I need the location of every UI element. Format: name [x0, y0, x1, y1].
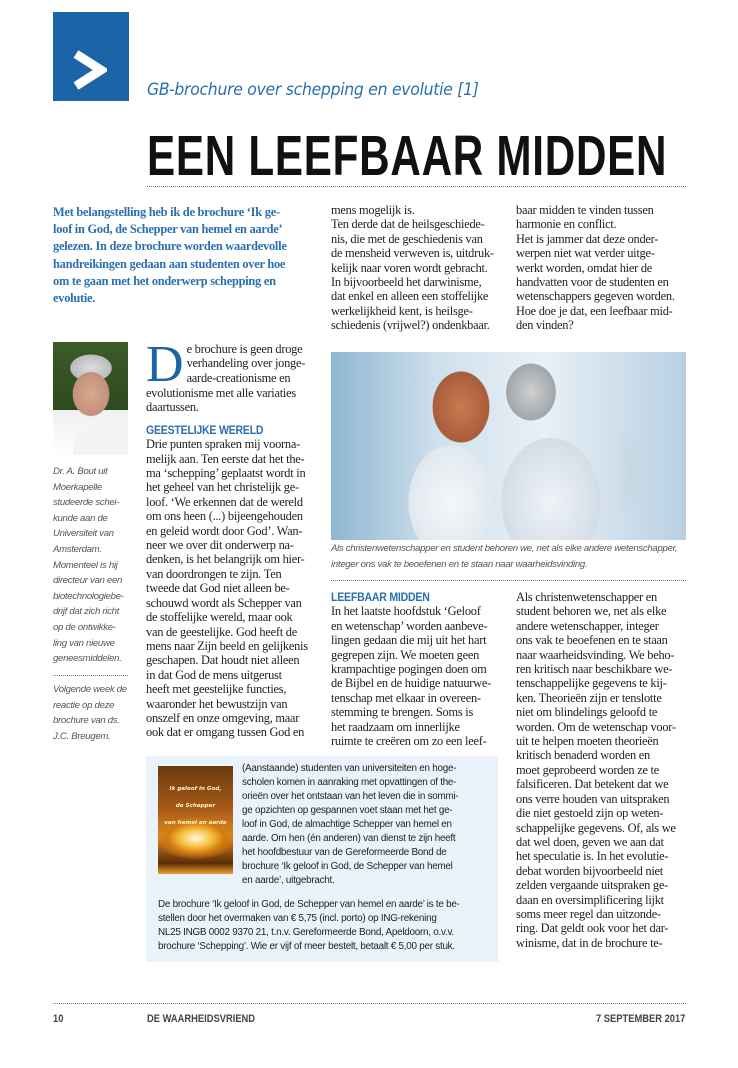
next-week-note — [53, 682, 127, 744]
text-line: (Aanstaande) studenten van universiteiten en hoge- — [242, 763, 457, 774]
brochure-cover — [158, 766, 233, 874]
text-line: reactie op deze — [53, 699, 115, 711]
column-4-bottom — [516, 590, 676, 950]
text-line: van hemel en aarde — [164, 820, 227, 826]
box-text — [242, 762, 458, 888]
text-line: aarde. Om hen (én anderen) van dienst te zijn heeft — [242, 833, 456, 844]
text-line: NL25 INGB 0002 9370 21, t.n.v. Gereformeerde Bond, Apeldoorn, o.v.v. — [158, 927, 454, 938]
text-line: geneesmiddelen. — [53, 653, 122, 665]
text-line: zelden vergaande uitspraken ge- — [516, 878, 668, 893]
text-line: worden. Om de wetenschap voor- — [516, 719, 676, 734]
text-line: onszelf en onze omgeving, maar — [146, 710, 300, 725]
text-line: Drie punten spraken mij voorna- — [146, 437, 300, 452]
text-line: falsificeren. Dat betekent dat we — [516, 777, 669, 792]
text-line: in dat God de mens uitgerust — [146, 667, 282, 682]
column-4-top — [516, 203, 675, 333]
drop-cap: D — [146, 336, 184, 393]
text-line: De brochure ‘Ik geloof in God, de Schepper van hemel en aarde’ is te be- — [158, 899, 460, 910]
text-line: loof. ‘We erkennen dat de wereld — [146, 494, 303, 509]
text-line: dat wel doen, geven we aan dat — [516, 834, 664, 849]
text-line: het geheel van het christelijk ge- — [146, 480, 299, 495]
column-2 — [146, 336, 326, 740]
text-line: waaronder het bewustzijn van — [146, 696, 288, 711]
text-line: drijf dat zich richt — [53, 606, 119, 618]
text-line: Met belangstelling heb ik de brochure ‘Ik ge- — [53, 205, 280, 219]
text-line: van de geestelijke. God heeft de — [146, 624, 297, 639]
text-line: werpen niet wat verder uitge- — [516, 246, 655, 261]
text-line: Dr. A. Bout uit — [53, 466, 108, 477]
text-line: Ik geloof in God, — [169, 786, 222, 792]
text-line: die niet gestoeld zijn op weten- — [516, 806, 664, 821]
text-line: aarde-creationisme en — [186, 370, 291, 385]
text-line: stellen door het overmaken van € 5,75 (incl. porto) op ING-rekening — [158, 913, 437, 924]
text-line: de Bijbel en de huidige natuurwe- — [331, 676, 492, 691]
text-line: student behoren we, net als elke — [516, 604, 667, 619]
text-line: daan en oversimplificering lijkt — [516, 892, 664, 907]
kicker: GB-brochure over schepping en evolutie [1] — [147, 80, 479, 100]
text-line: kritisch benaderd worden en — [516, 748, 650, 763]
text-line: andere wetenschapper, integer — [516, 618, 659, 633]
text-line: mens naar Zijn beeld en gelijkenis — [146, 638, 308, 653]
text-line: ons verre houden van uitspraken — [516, 791, 670, 806]
text-line: handvatten voor de studenten en — [516, 275, 669, 290]
text-line: naar waarheidsvinding. We beho- — [516, 647, 675, 662]
section-logo — [53, 12, 129, 101]
text-line: orieën over het ontstaan van het leven die in sommi- — [242, 791, 459, 802]
text-line: werkt worden, omdat hier de — [516, 260, 653, 275]
text-line: Momenteel is hij — [53, 559, 118, 571]
text-line: gegrepen zijn. We moeten geen — [331, 647, 480, 662]
text-line: den vinden? — [516, 318, 574, 333]
issue-date: 7 SEPTEMBER 2017 — [596, 1013, 686, 1025]
text-line: kunde aan de — [53, 512, 108, 524]
text-line: winisme, dat in de brochure te- — [516, 935, 663, 950]
text-line: schiedenis (vrijwel?) ondenkbaar. — [331, 318, 490, 333]
text-line: ren kritisch naar beschikbare we- — [516, 662, 673, 677]
text-line: integer ons vak te beoefenen en te staan naar waarheidsvinding. — [331, 558, 588, 570]
publication-name: DE WAARHEIDSVRIEND — [147, 1013, 256, 1025]
text-line: de Schepper — [175, 803, 216, 809]
text-line: debat worden bijvoorbeeld niet — [516, 863, 663, 878]
text-line: uit te helpen moeten theorieën — [516, 734, 659, 749]
text-line: ken. Theorieën zijn er tenslotte — [516, 690, 662, 705]
order-text — [158, 898, 460, 954]
text-line: en geleid wordt door God’. Wan- — [146, 523, 303, 538]
text-line: handreikingen gedaan aan studenten over hoe — [53, 256, 286, 271]
text-line: biotechnologiebe- — [53, 590, 124, 602]
photo-caption — [331, 541, 677, 572]
text-line: het speculatie is. In het evolutie- — [516, 849, 669, 864]
text-line: denken, is het belangrijk om hier- — [146, 552, 305, 567]
text-line: In het laatste hoofdstuk ‘Geloof — [331, 604, 481, 619]
divider — [331, 580, 686, 581]
intro — [53, 204, 287, 307]
text-line: Hoe doe je dat, een leefbaar mid- — [516, 303, 673, 318]
text-line: lingen gedaan die mij uit het hart — [331, 633, 487, 648]
column-3-bottom — [331, 590, 491, 748]
info-box — [146, 756, 498, 962]
text-line: de mensheid verweven is, uitdruk- — [331, 246, 494, 261]
page-number: 10 — [53, 1013, 64, 1025]
text-line: verhandeling over jonge- — [186, 356, 306, 371]
text-line: scholen komen in aanraking met opvattingen of the- — [242, 777, 457, 788]
text-line: brochure van ds. — [53, 715, 120, 727]
text-line: moet geprobeerd worden ze te — [516, 762, 659, 777]
text-line: loof in God, de Schepper van hemel en aarde’ — [53, 222, 283, 237]
text-line: loof in God, de almachtige Schepper van hemel en — [242, 819, 452, 830]
text-line: ring. Dat geldt ook voor het dar- — [516, 921, 669, 936]
text-line: tweede dat God niet alleen be- — [146, 581, 290, 596]
text-line: het hoofdbestuur van de Gereformeerde Bond de — [242, 847, 447, 858]
text-line: directeur van een — [53, 575, 123, 587]
column-3-top — [331, 203, 494, 333]
text-line: ge opzichten op gespannen voet staan met het ge- — [242, 805, 453, 816]
page-title: EEN LEEFBAAR MIDDEN — [147, 124, 668, 188]
text-line: op de ontwikke- — [53, 621, 116, 633]
text-line: Als christenwetenschapper en — [516, 590, 657, 604]
text-line: harmonie en conflict. — [516, 217, 617, 232]
text-line: brochure ‘Ik geloof in God, de Schepper van hemel — [242, 861, 453, 872]
text-line: ma ‘schepping’ geplaatst wordt in — [146, 466, 306, 481]
text-line: tenschappelijke gegevens te kij- — [516, 676, 667, 691]
text-line: studeerde schei- — [53, 497, 120, 509]
divider — [147, 186, 686, 187]
text-line: e brochure is geen droge — [186, 342, 303, 356]
text-line: werkelijkheid kent, is heilsge- — [331, 303, 473, 318]
text-line: krampachtige pogingen doen om — [331, 662, 487, 677]
text-line: gelezen. In deze brochure worden waardevolle — [53, 239, 287, 254]
text-line: Volgende week de — [53, 684, 127, 695]
text-line: Amsterdam. — [53, 543, 102, 555]
text-line: ling van nieuwe — [53, 637, 115, 649]
text-line: de stoffelijke wereld, maar ook — [146, 610, 293, 625]
text-line: evolutionisme met alle variaties — [146, 386, 296, 400]
text-line: wetenschappers gegeven worden. — [516, 289, 675, 304]
text-line: baar midden te vinden tussen — [516, 203, 654, 217]
text-line: In bijvoorbeeld het darwinisme, — [331, 275, 482, 290]
text-line: dat enkel en alleen een stoffelijke — [331, 289, 489, 304]
chevron-right-icon — [71, 50, 107, 90]
text-line: Als christenwetenschapper en student behoren we, net als elke andere wetenschapper, — [331, 543, 678, 554]
text-line: daartussen. — [146, 400, 199, 415]
text-line: neer we over dit onderwerp na- — [146, 538, 294, 553]
divider — [53, 675, 128, 676]
text-line: soms meer regel dan uitzonde- — [516, 906, 661, 921]
text-line: evolutie. — [53, 291, 96, 306]
text-line: Moerkapelle — [53, 481, 102, 493]
text-line: het raadzaam om innerlijke — [331, 719, 460, 734]
text-line: mens mogelijk is. — [331, 203, 415, 217]
text-line: tenschap met elkaar in overeen- — [331, 690, 481, 705]
text-line: om te gaan met het onderwerp schepping en — [53, 273, 276, 288]
author-caption — [53, 464, 124, 667]
author-photo — [53, 342, 128, 455]
text-line: van doordrongen te zijn. Ten — [146, 566, 282, 581]
text-line: en aarde’, uitgebracht. — [242, 875, 335, 886]
text-line: ruimte te creëren om zo een leef- — [331, 734, 487, 749]
section-heading: GEESTELIJKE WERELD — [146, 422, 264, 437]
text-line: melijk aan. Ten eerste dat het the- — [146, 451, 305, 466]
text-line: kelijk naar voren wordt gebracht. — [331, 260, 488, 275]
text-line: stemming te brengen. Soms is — [331, 705, 474, 720]
text-line: en wetenschap’ worden aanbeve- — [331, 618, 488, 633]
text-line: Universiteit van — [53, 528, 114, 540]
text-line: nis, die met de geschiedenis van — [331, 231, 483, 246]
laboratory-photo — [331, 352, 686, 540]
text-line: Ten derde dat de heilsgeschiede- — [331, 217, 485, 232]
text-line: geschapen. Dat houdt niet alleen — [146, 653, 300, 668]
text-line: niet om blindelings geloofd te — [516, 705, 658, 720]
text-line: schappelijke gegevens. Of, als we — [516, 820, 676, 835]
text-line: brochure ‘Schepping’. Wie er vijf of meer bestelt, betaalt € 5,00 per stuk. — [158, 941, 455, 952]
text-line: heeft met geestelijke functies, — [146, 682, 287, 697]
text-line: Het is jammer dat deze onder- — [516, 231, 659, 246]
footer-divider — [53, 1003, 686, 1004]
text-line: J.C. Breugem. — [53, 730, 111, 742]
text-line: schouwd wordt als Schepper van — [146, 595, 302, 610]
section-heading: LEEFBAAR MIDDEN — [331, 590, 430, 604]
text-line: ons vak te beoefenen en te staan — [516, 633, 668, 648]
text-line: ook dat er omgang tussen God en — [146, 725, 305, 740]
text-line: om ons heen (...) bijeengehouden — [146, 509, 303, 524]
